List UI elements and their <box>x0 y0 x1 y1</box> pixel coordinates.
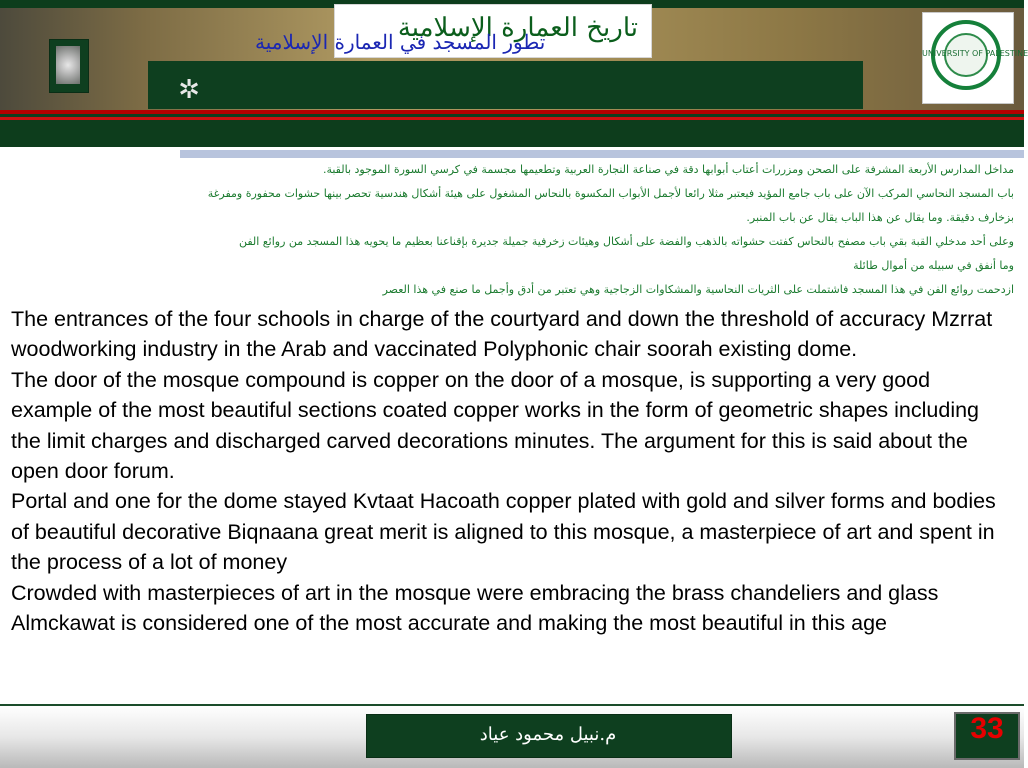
arabic-paragraph: ازدحمت روائع الفن في هذا المسجد فاشتملت على الثريات النحاسية والمشكاوات الزجاجية وهي تعتبر من أدق وأجمل ما صنع في هذا العصر <box>382 283 1014 296</box>
english-text-block <box>11 304 1013 702</box>
page-number: 33 <box>970 712 1004 745</box>
english-paragraph: The door of the mosque compound is copper on the door of a mosque, is supporting a very good example of the most beautiful sections coated copper works in the form of geometric shapes including the limit charges and discharged carved decorations minutes. The argument for this is said about the open door forum. <box>11 367 980 484</box>
content-top-rule <box>180 150 1024 158</box>
author-name: م.نبيل محمود عياد <box>479 724 617 745</box>
header-green-bar <box>148 61 863 109</box>
logo-text: UNIVERSITY OF PALESTINE <box>922 49 1028 58</box>
snowflake-icon: ✲ <box>178 75 200 105</box>
english-paragraph: The entrances of the four schools in charge of the courtyard and down the threshold of accuracy Mzrrat woodworking industry in the Arab and vaccinated Polyphonic chair soorah existing dome. <box>11 307 993 362</box>
header-lower-band <box>0 120 1024 147</box>
english-paragraph: Crowded with masterpieces of art in the mosque were embracing the brass chandeliers and glass Almckawat is considered one of the most accurate and making the most beautiful in this age <box>11 580 939 636</box>
page-title: تاريخ العمارة الإسلامية <box>397 13 638 43</box>
arabic-text-block <box>10 158 1014 302</box>
arabic-paragraph: باب المسجد النحاسي المركب الآن على باب جامع المؤيد فيعتبر مثلا رائعا لأجمل الأبواب المكسوة بالنحاس المشغول على هيئة أشكال هندسية تحصر بينها حشوات محفورة ومفرغة <box>207 187 1014 200</box>
english-paragraph: Portal and one for the dome stayed Kvtaat Hacoath copper plated with gold and silver forms and bodies of beautiful decorative Biqnaana great merit is aligned to this mosque, a masterpiece of art and spent in the process of a lot of money <box>11 489 996 575</box>
arabic-paragraph: بزخارف دقيقة. وما يقال عن هذا الباب يقال عن باب المنبر. <box>746 211 1014 224</box>
page-subtitle: تطور المسجد في العمارة الإسلامية <box>255 30 546 54</box>
arabic-paragraph: وما أنفق في سبيله من أموال طائلة <box>853 259 1014 272</box>
arabic-paragraph: وعلى أحد مدخلي القبة بقي باب مصفح بالنحاس كفتت حشواته بالذهب والفضة على أشكال وهيئات زخرفية جميلة جديرة بإقناعنا بعظيم ما يحويه هذا المسجد من روائع الفن <box>238 235 1014 248</box>
arabic-paragraph: مداخل المدارس الأربعة المشرفة على الصحن ومزررات أعتاب أبوابها دقة في صناعة النجارة العربية وتطعيمها مجسمة في كرسي السورة الموجود بالقبة. <box>322 163 1014 176</box>
square-button-glow <box>56 46 80 84</box>
